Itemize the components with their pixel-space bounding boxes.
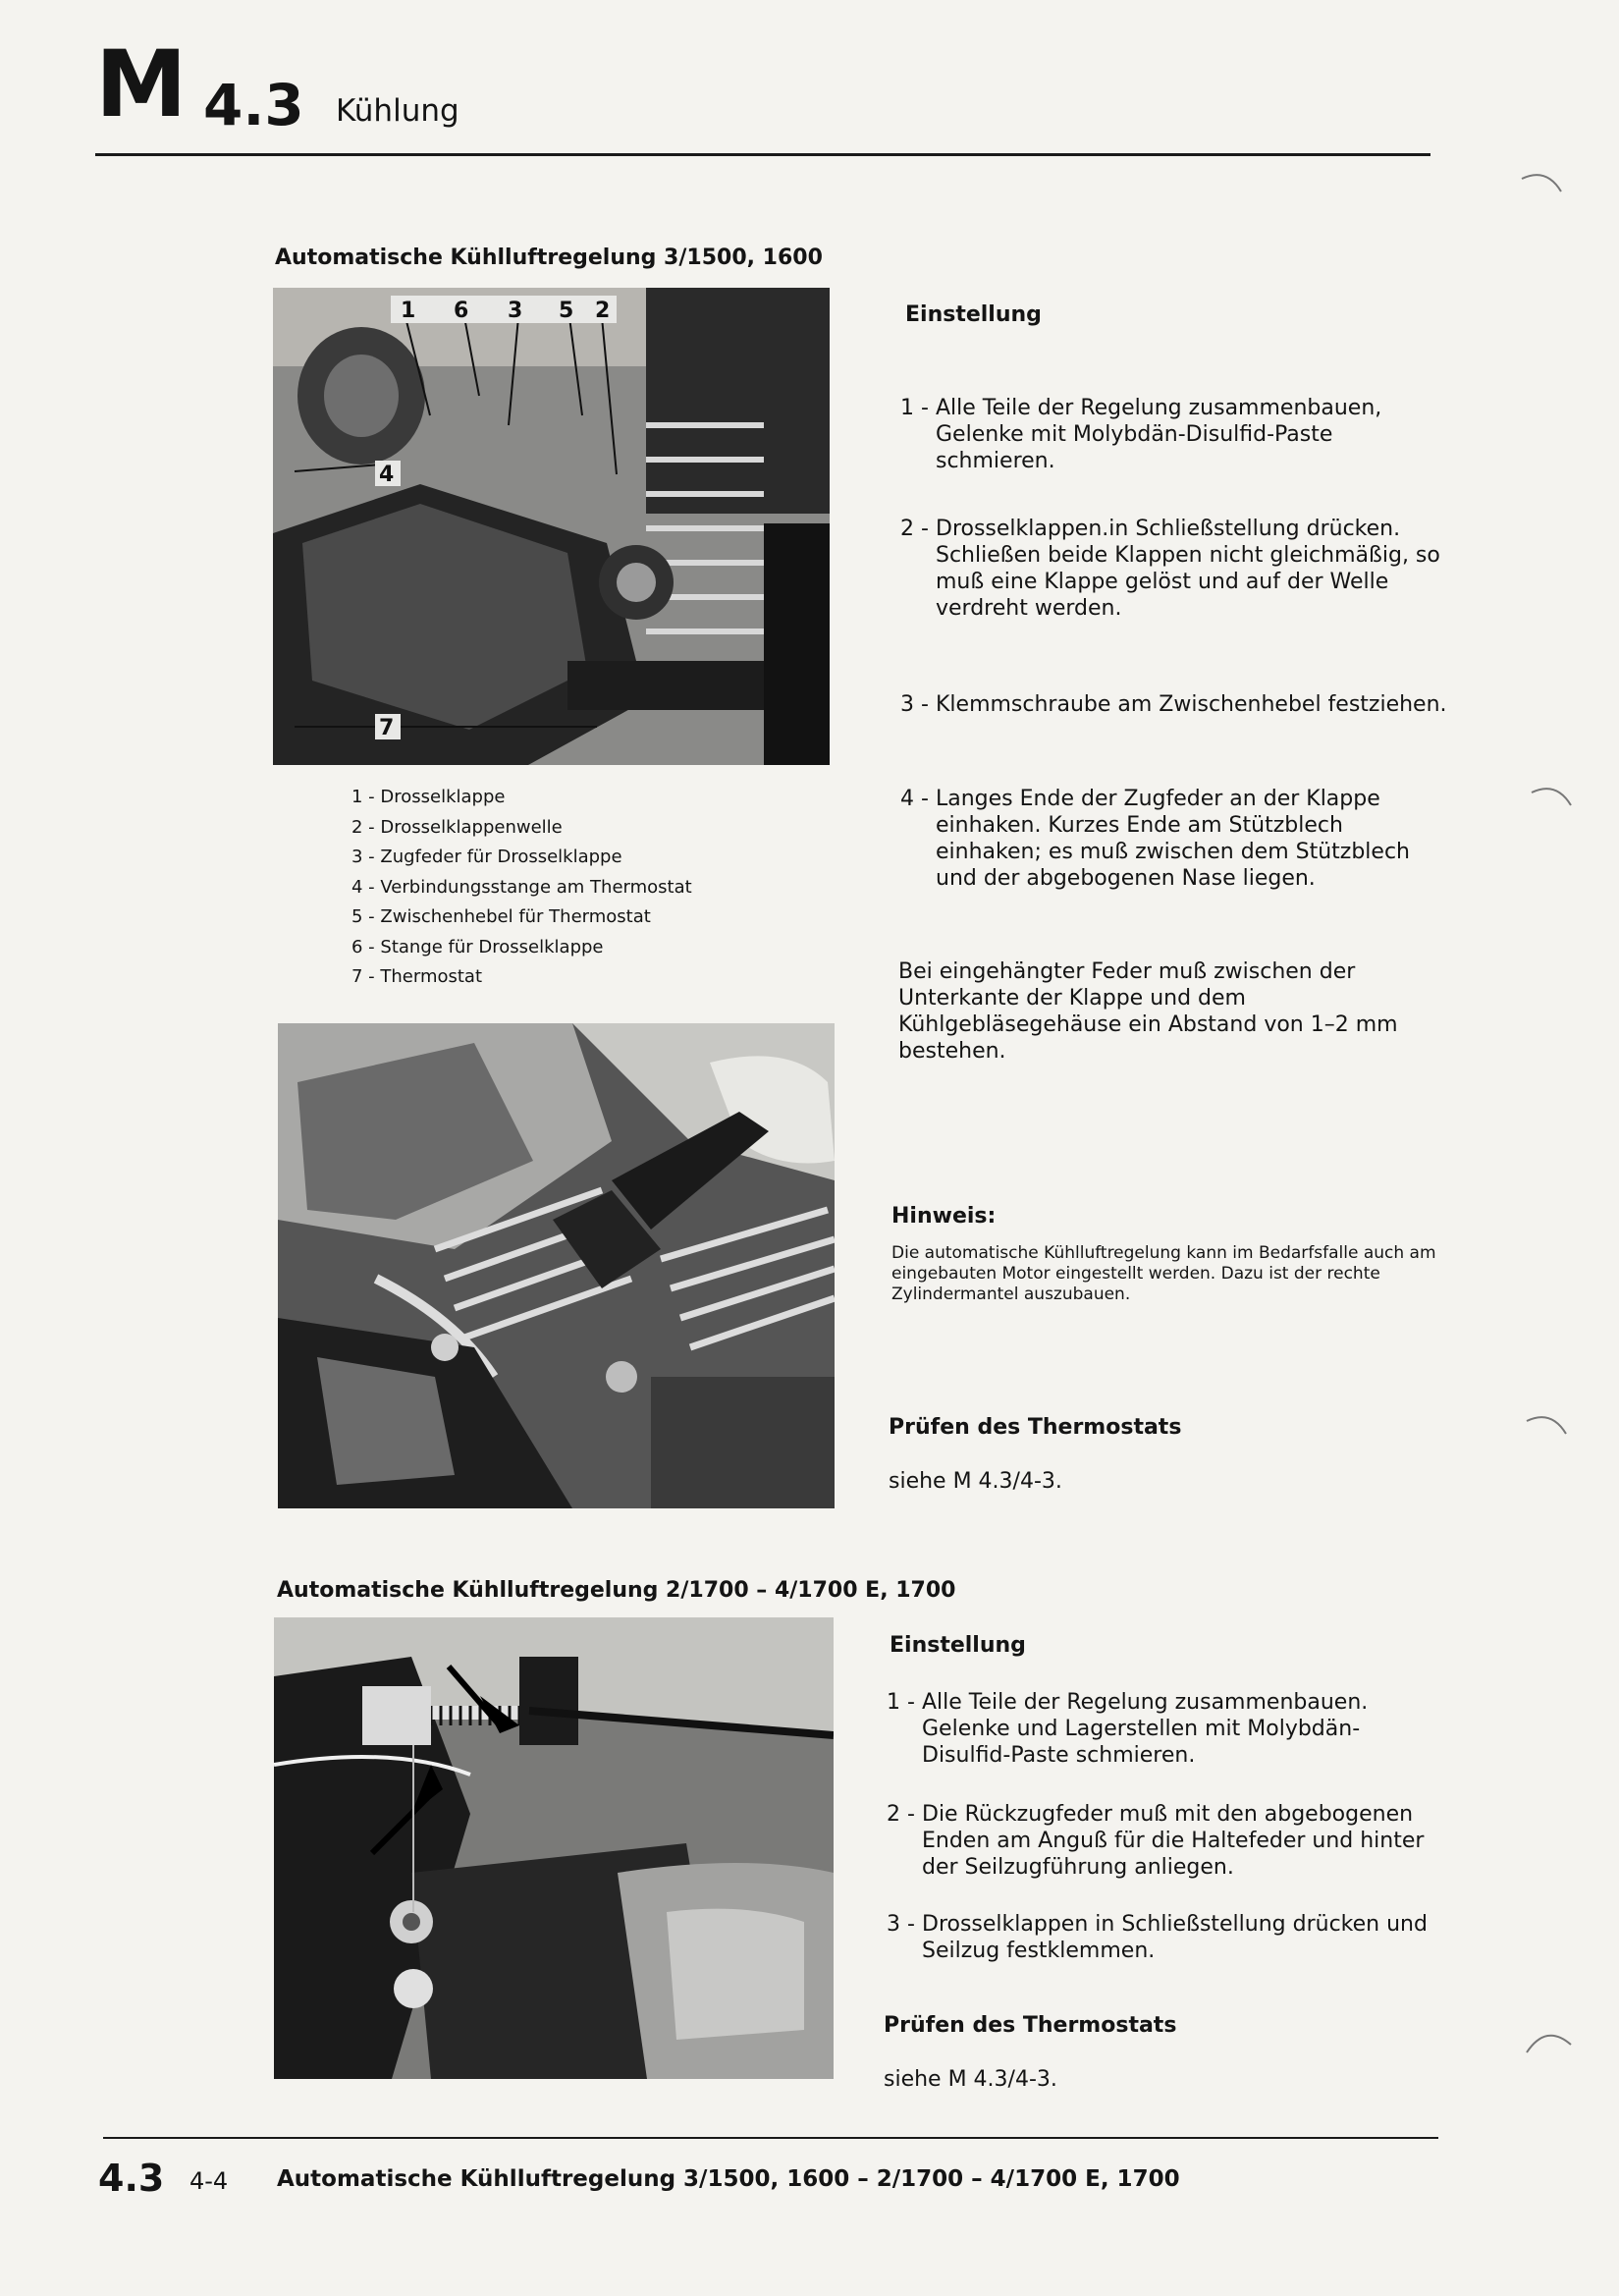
callout-1: 1 <box>401 299 416 323</box>
section1-step-3 <box>900 691 1450 718</box>
legend-item: 7 - Thermostat <box>351 966 483 987</box>
step-number: 2 - <box>887 1802 915 1827</box>
punch-hole-mark <box>1522 1409 1581 1458</box>
section2-einstellung-title: Einstellung <box>890 1633 1026 1658</box>
engine-photo-1 <box>273 288 830 765</box>
section1-pruefen-title: Prüfen des Thermostats <box>889 1415 1182 1440</box>
step-number: 2 - <box>900 517 929 541</box>
callout-4: 4 <box>379 463 395 487</box>
punch-hole-mark <box>1527 781 1586 830</box>
legend-item: 4 - Verbindungsstange am Thermostat <box>351 876 692 898</box>
step-text: Klemmschraube am Zwischenhebel festziehen. <box>936 692 1447 717</box>
section1-step-4 <box>900 786 1450 892</box>
footer-title: Automatische Kühlluftregelung 3/1500, 1600 – 2/1700 – 4/1700 E, 1700 <box>277 2166 1180 2192</box>
section2-pruefen-title: Prüfen des Thermostats <box>884 2013 1177 2038</box>
callout-5: 5 <box>559 299 574 323</box>
step-text: Die Rückzugfeder muß mit den abgebogenen Enden am Anguß für die Haltefeder und hinter der Seilzugführung anliegen. <box>922 1802 1425 1880</box>
footer-rule <box>103 2137 1438 2139</box>
section1-feder-note: Bei eingehängter Feder muß zwischen der Unterkante der Klappe und dem Kühlgebläsegehäuse ein Abstand von 1–2 mm bestehen. <box>898 959 1398 1064</box>
chapter-title: Kühlung <box>336 93 459 129</box>
step-text: Langes Ende der Zugfeder an der Klappe einhaken. Kurzes Ende am Stützblech einhaken; es muß zwischen dem Stützblech und der abgebogenen Nase liegen. <box>936 787 1410 891</box>
section2-step-3 <box>887 1911 1446 1964</box>
section1-step-2 <box>900 516 1450 622</box>
section1-einstellung-title: Einstellung <box>905 302 1042 327</box>
step-number: 4 - <box>900 787 929 811</box>
step-text: Alle Teile der Regelung zusammenbauen, Gelenke mit Molybdän-Disulfid-Paste schmieren. <box>936 396 1382 473</box>
photo1-legend <box>351 783 764 993</box>
step-text: Drosselklappen in Schließstellung drücken und Seilzug festklemmen. <box>922 1912 1428 1963</box>
callout-6: 6 <box>454 299 469 323</box>
step-text: Alle Teile der Regelung zusammenbauen. Gelenke und Lagerstellen mit Molybdän-Disulfid-Paste schmieren. <box>922 1690 1369 1768</box>
section2-step-2 <box>887 1801 1446 1881</box>
section2-step-1 <box>887 1689 1446 1769</box>
legend-item: 1 - Drosselklappe <box>351 787 506 807</box>
step-text: Drosselklappen.in Schließstellung drücken. Schließen beide Klappen nicht gleichmäßig, so muß eine Klappe gelöst und auf der Welle verdreht werden. <box>936 517 1440 621</box>
legend-item: 6 - Stange für Drosselklappe <box>351 936 604 957</box>
section2-pruefen-ref: siehe M 4.3/4-3. <box>884 2067 1057 2092</box>
legend-item: 3 - Zugfeder für Drosselklappe <box>351 847 622 867</box>
footer-page-number: 4-4 <box>189 2167 229 2195</box>
step-number: 1 - <box>887 1690 915 1715</box>
callout-3: 3 <box>508 299 523 323</box>
legend-item: 2 - Drosselklappenwelle <box>351 816 563 838</box>
step-number: 1 - <box>900 396 929 420</box>
step-number: 3 - <box>887 1912 915 1937</box>
chapter-letter: M <box>95 31 186 138</box>
punch-hole-mark <box>1522 2023 1581 2072</box>
callout-2: 2 <box>595 299 611 323</box>
step-number: 3 - <box>900 692 929 717</box>
hinweis-title: Hinweis: <box>891 1204 997 1229</box>
section1-pruefen-ref: siehe M 4.3/4-3. <box>889 1469 1062 1494</box>
chapter-number: 4.3 <box>203 72 304 138</box>
header-rule <box>95 153 1430 156</box>
callout-7: 7 <box>379 716 395 740</box>
section1-step-1 <box>900 395 1450 474</box>
footer-section-number: 4.3 <box>98 2157 165 2200</box>
engine-photo-2 <box>278 1023 835 1508</box>
hinweis-text: Die automatische Kühlluftregelung kann im Bedarfsfalle auch am eingebauten Motor eingestellt werden. Dazu ist der rechte Zylindermantel auszubauen. <box>891 1243 1436 1304</box>
section2-title: Automatische Kühlluftregelung 2/1700 – 4/1700 E, 1700 <box>277 1578 956 1603</box>
engine-photo-3 <box>274 1617 834 2079</box>
legend-item: 5 - Zwischenhebel für Thermostat <box>351 906 651 927</box>
section1-title: Automatische Kühlluftregelung 3/1500, 1600 <box>275 246 823 270</box>
punch-hole-mark <box>1517 167 1576 216</box>
